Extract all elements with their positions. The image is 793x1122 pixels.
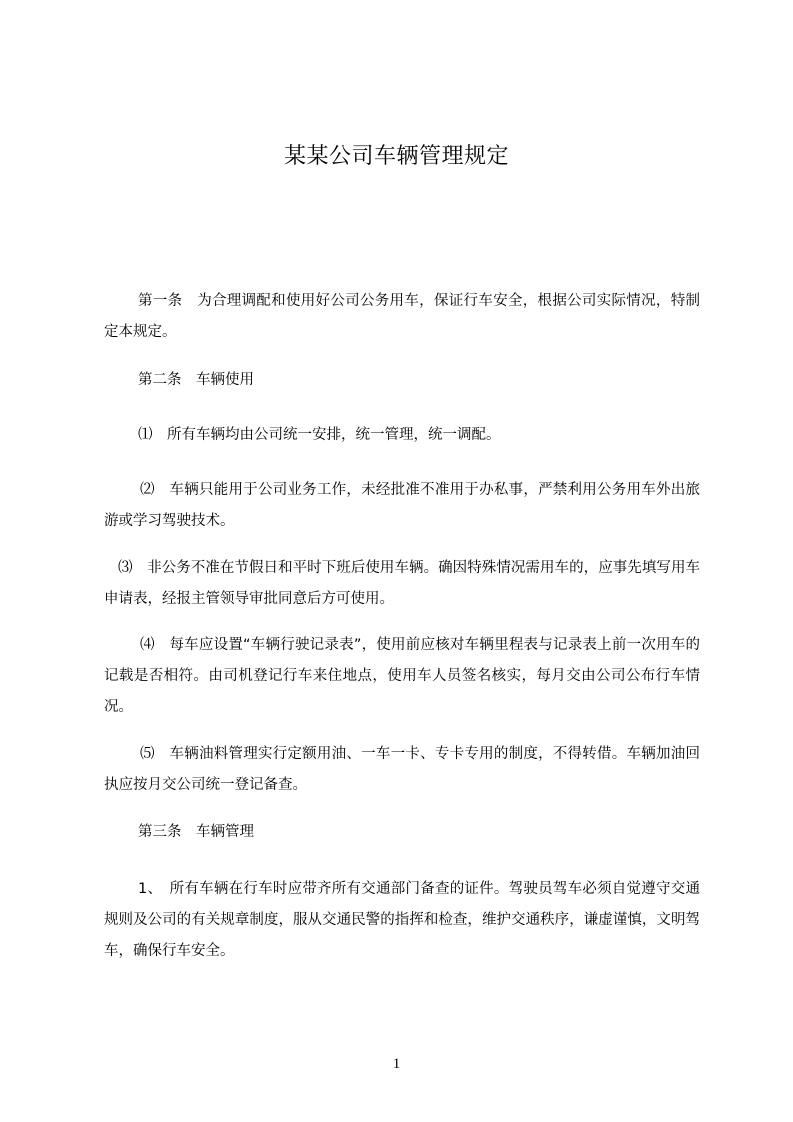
article-2-item-4: ⑷ 每车应设置“车辆行驶记录表”，使用前应核对车辆里程表与记录表上前一次用车的记载是否相符。由司机登记行车来住地点，使用车人员签名核实，每月交由公司公布行车情况。 <box>104 637 700 715</box>
article-3-heading: 第三条 车辆管理 <box>138 824 254 840</box>
article-2-item-1: ⑴ 所有车辆均由公司统一安排，统一管理，统一调配。 <box>138 427 501 443</box>
article-2-item-5: ⑸ 车辆油料管理实行定额用油、一车一卡、专卡专用的制度，不得转借。车辆加油回执应按月交公司统一登记备查。 <box>104 746 700 793</box>
article-2-item-2: ⑵ 车辆只能用于公司业务工作，未经批准不准用于办私事，严禁利用公务用车外出旅游或学习驾驶技术。 <box>104 482 700 529</box>
article-1-paragraph: 第一条 为合理调配和使用好公司公务用车，保证行车安全，根据公司实际情况，特制定本规定。 <box>104 293 700 340</box>
article-2-heading: 第二条 车辆使用 <box>138 372 254 388</box>
document-title: 某某公司车辆管理规定 <box>283 144 509 169</box>
article-3-item-1: 1、 所有车辆在行车时应带齐所有交通部门备查的证件。驾驶员驾车必须自觉遵守交通规则及公司的有关规章制度，服从交通民警的指挥和检查，维护交通秩序，谦虚谨慎，文明驾车，确保行车安全。 <box>104 881 700 959</box>
article-2-item-3: ⑶ 非公务不准在节假日和平时下班后使用车辆。确因特殊情况需用车的，应事先填写用车申请表，经报主管领导审批同意后方可使用。 <box>104 560 700 607</box>
page-number: 1 <box>392 1056 401 1072</box>
